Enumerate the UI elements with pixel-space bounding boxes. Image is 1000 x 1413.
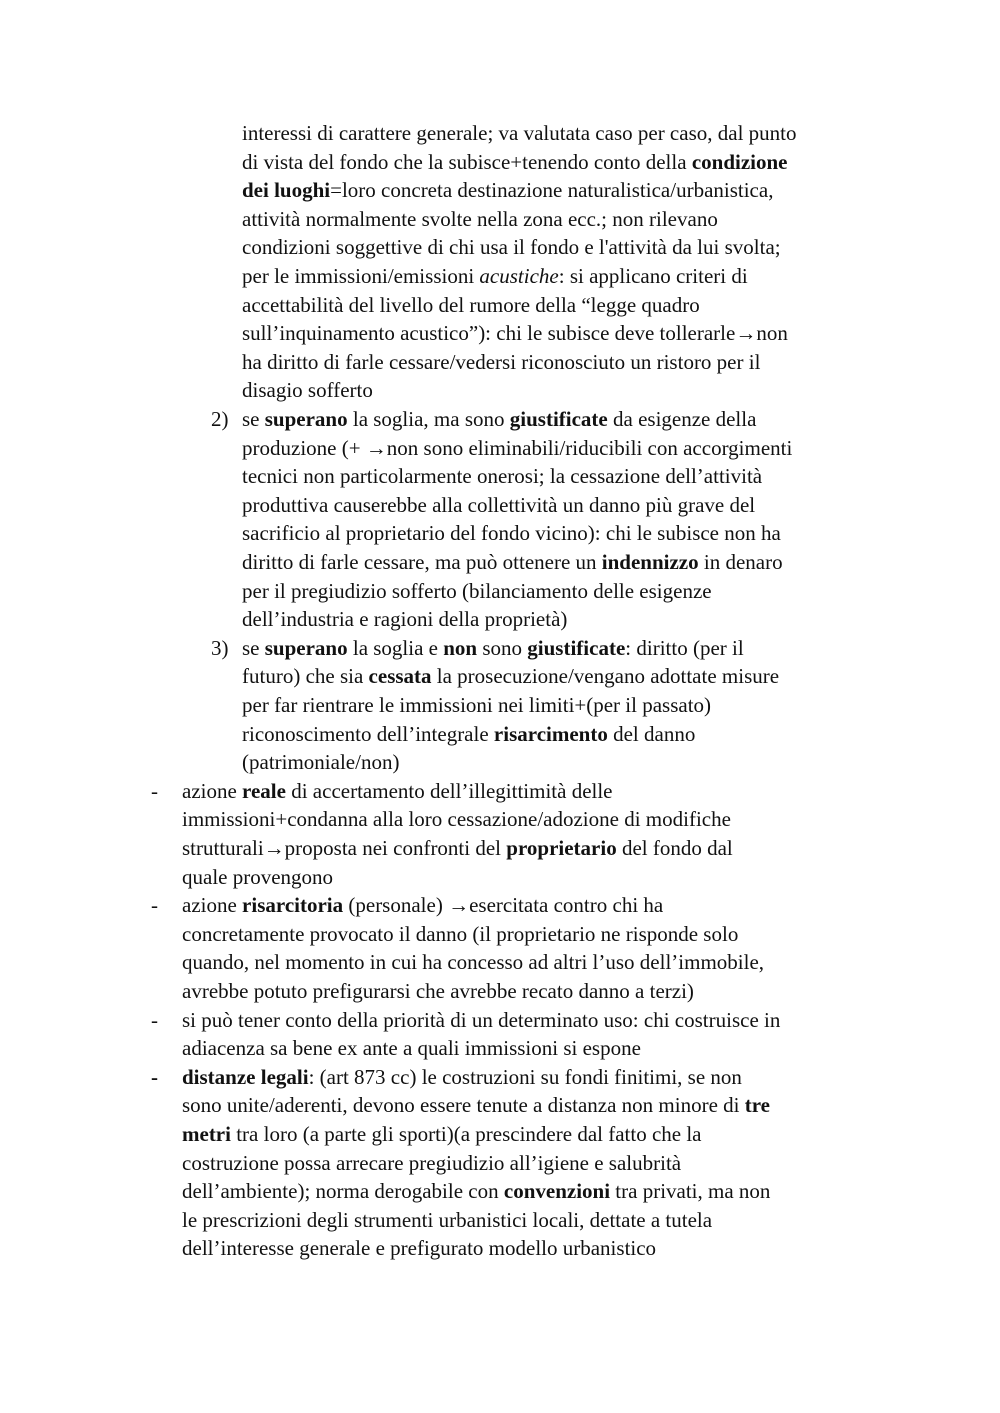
text-run: del fondo dal [616,836,733,860]
text-run: dell’interesse generale e prefigurato modello urbanistico [182,1236,657,1261]
bold-text: superano [264,407,348,431]
text-run: adiacenza sa bene ex ante a quali immissioni si espone [182,1036,641,1061]
text-run: costruzione possa arrecare pregiudizio all’igiene e salubrità [182,1150,682,1175]
text-run: immissioni+condanna alla loro cessazione/adozione di modifiche [182,807,731,832]
list-bullet-dash: - [151,893,158,918]
bold-text: tre [744,1093,771,1118]
bold-text: dei luoghi [242,178,331,203]
text-run: di vista del fondo che la subisce+tenendo conto della [242,149,692,174]
text-run: sacrificio al proprietario del fondo vicino): chi le subisce non ha [242,521,781,546]
paragraph-line [242,205,718,234]
bullet-item-line [182,977,694,1006]
bold-text: risarcitoria [242,893,344,918]
text-run: strutturali→proposta nei confronti del [182,836,507,860]
bullet-item-line [182,777,613,806]
text-run: sono unite/aderenti, devono essere tenute a distanza non minore di [182,1093,745,1118]
text-run: (patrimoniale/non) [242,750,400,775]
text-run: per le immissioni/emissioni [242,264,480,288]
bullet-item-line [182,920,738,949]
paragraph-line [242,119,797,148]
paragraph-line [242,262,748,291]
italic-text: acustiche [479,264,559,288]
bold-text: superano [264,635,348,660]
bold-text: non [443,635,478,660]
list-item-line [242,605,567,634]
list-item-line [242,434,792,463]
text-run: da esigenze della [607,407,757,431]
text-run: azione [182,778,243,803]
paragraph-line [242,148,787,177]
bold-text: metri [182,1122,231,1146]
bold-text: giustificate [509,407,608,431]
bullet-item-line [182,834,733,863]
list-item-line [242,577,712,606]
text-run: le prescrizioni degli strumenti urbanistici locali, dettate a tutela [182,1207,713,1232]
text-run: se [242,407,265,431]
bold-text: distanze legali [182,1064,309,1089]
text-run: la prosecuzione/vengano adottate misure [431,664,780,689]
text-run: tecnici non particolarmente onerosi; la cessazione dell’attività [242,464,763,489]
text-run: avrebbe potuto prefigurarsi che avrebbe recato danno a terzi) [182,979,694,1003]
text-run: : si applicano criteri di [558,264,748,288]
bold-text: proprietario [506,836,617,860]
text-run: attività normalmente svolte nella zona ecc.; non rilevano [242,206,718,231]
list-item-line [242,634,744,663]
bullet-item-line [182,1063,742,1092]
list-item-line [242,748,399,777]
text-run: produttiva causerebbe alla collettività un danno più grave del [242,492,756,517]
text-run: la soglia e [347,635,444,660]
text-run: riconoscimento dell’integrale [242,721,494,746]
bullet-item-line [182,1234,656,1263]
bullet-item-line [182,1206,712,1235]
list-item-line [242,548,783,577]
paragraph-line [242,291,700,320]
list-item-line [242,491,755,520]
list-item-line [242,691,711,720]
text-run: condizioni soggettive di chi usa il fondo e l'attività da lui svolta; [242,235,781,260]
paragraph-line [242,348,760,377]
list-item-line [242,405,756,434]
text-run: (personale) →esercitata contro chi ha [343,893,664,918]
list-item-line [242,462,762,491]
text-run: : diritto (per il [625,635,744,660]
text-run: del danno [607,721,696,746]
list-number: 2) [211,407,229,431]
bullet-item-line [182,1149,681,1178]
list-bullet-dash: - [151,778,158,803]
text-run: : (art 873 cc) le costruzioni su fondi finitimi, se non [308,1064,742,1089]
text-run: ha diritto di farle cessare/vedersi riconosciuto un ristoro per il [242,349,761,374]
text-run: sull’inquinamento acustico”): chi le subisce deve tollerarle→non [242,321,788,346]
text-run: disagio sofferto [242,378,373,403]
text-run: per far rientrare le immissioni nei limiti+(per il passato) [242,693,712,717]
text-run: tra privati, ma non [610,1179,771,1204]
text-run: di accertamento dell’illegittimità delle [285,778,613,803]
text-run: tra loro (a parte gli sporti)(a prescindere dal fatto che la [230,1122,702,1146]
bullet-item-line [182,1120,702,1149]
text-run: azione [182,893,243,918]
paragraph-line [242,233,781,262]
text-run: produzione (+ →non sono eliminabili/riducibili con accorgimenti [242,435,793,460]
list-bullet-dash: - [151,1064,158,1089]
bullet-item-line [182,948,764,977]
text-run: concretamente provocato il danno (il proprietario ne risponde solo [182,921,739,946]
text-run: dell’industria e ragioni della proprietà) [242,607,568,632]
text-run: diritto di farle cessare, ma può ottenere un [242,550,602,574]
text-run: in denaro [698,550,783,574]
text-run: quando, nel momento in cui ha concesso ad altri l’uso dell’immobile, [182,950,765,975]
bullet-item-line [182,805,731,834]
bold-text: indennizzo [601,550,699,574]
list-item-line [242,662,779,691]
bullet-item-line [182,863,333,892]
list-number: 3) [211,635,229,660]
text-run: quale provengono [182,864,334,889]
bold-text: reale [242,778,286,803]
text-run: se [242,635,265,660]
text-run: si può tener conto della priorità di un determinato uso: chi costruisce in [182,1007,781,1032]
bullet-item-line [182,1091,770,1120]
list-bullet-dash: - [151,1007,158,1032]
bold-text: convenzioni [503,1179,611,1204]
text-run: la soglia, ma sono [347,407,510,431]
paragraph-line [242,376,373,405]
bold-text: risarcimento [493,721,608,746]
list-item-line [242,720,695,749]
bullet-item-line [182,1177,770,1206]
bullet-item-line [182,1006,780,1035]
paragraph-line [242,319,788,348]
text-run: futuro) che sia [242,664,369,689]
text-run: per il pregiudizio sofferto (bilanciamento delle esigenze [242,578,712,603]
text-run: dell’ambiente); norma derogabile con [182,1179,504,1204]
text-run: interessi di carattere generale; va valutata caso per caso, dal punto [242,121,797,145]
bold-text: condizione [691,149,788,174]
text-run: sono [477,635,528,660]
paragraph-line [242,176,773,205]
text-run: =loro concreta destinazione naturalistica/urbanistica, [330,178,774,203]
bold-text: cessata [368,664,432,689]
text-run: accettabilità del livello del rumore della “legge quadro [242,292,700,317]
bullet-item-line [182,1034,641,1063]
bold-text: giustificate [527,635,626,660]
bullet-item-line [182,891,663,920]
list-item-line [242,519,781,548]
